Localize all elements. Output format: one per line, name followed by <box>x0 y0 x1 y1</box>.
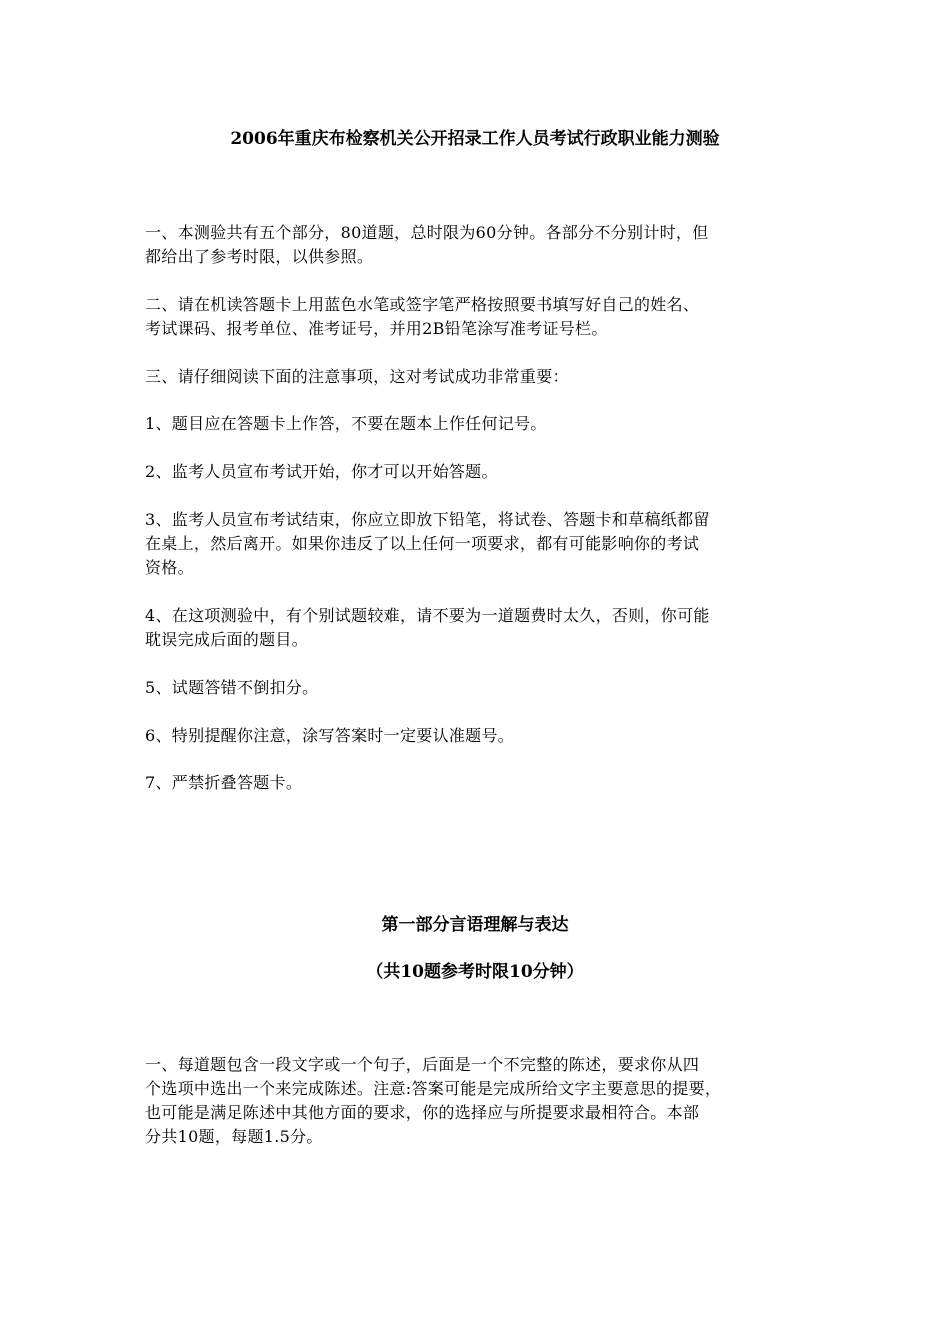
notice-line: 7、严禁折叠答题卡。 <box>145 773 303 792</box>
notice-5 <box>145 676 810 700</box>
section-subheading: （共10题参考时限10分钟） <box>366 962 584 982</box>
instruction-2 <box>145 293 810 341</box>
instruction-line: 考试课码、报考单位、准考证号，并用2B铅笔涂写准考证号栏。 <box>145 319 608 338</box>
notice-line: 资格。 <box>145 558 194 577</box>
notice-6 <box>145 724 810 748</box>
instruction-line: 都给出了参考时限，以供参照。 <box>145 247 374 266</box>
notice-line: 耽误完成后面的题目。 <box>145 630 309 649</box>
notice-line: 2、监考人员宣布考试开始，你才可以开始答题。 <box>145 462 498 481</box>
section-line: 也可能是满足陈述中其他方面的要求，你的选择应与所提要求最相符合。本部 <box>145 1103 700 1122</box>
notice-line: 3、监考人员宣布考试结束，你应立即放下铅笔，将试卷、答题卡和草稿纸都留 <box>145 510 710 529</box>
instruction-line: 三、请仔细阅读下面的注意事项，这对考试成功非常重要： <box>145 367 569 386</box>
section-instruction <box>145 1053 810 1149</box>
instruction-3 <box>145 365 810 389</box>
instruction-1 <box>145 221 810 269</box>
notice-7 <box>145 771 810 795</box>
notice-4 <box>145 604 810 652</box>
instruction-line: 二、请在机读答题卡上用蓝色水笔或签字笔严格按照要书填写好自己的姓名、 <box>145 295 700 314</box>
notice-line: 6、特别提醒你注意，涂写答案时一定要认准题号。 <box>145 726 515 745</box>
notice-1 <box>145 412 810 436</box>
section-heading: 第一部分言语理解与表达 <box>381 915 569 935</box>
notice-line: 1、题目应在答题卡上作答，不要在题本上作任何记号。 <box>145 414 547 433</box>
section-line: 个选项中选出一个来完成陈述。注意:答案可能是完成所给文字主要意思的提要， <box>145 1079 722 1098</box>
section-line: 分共10题，每题1.5分。 <box>145 1127 323 1146</box>
document-title: 2006年重庆布检察机关公开招录工作人员考试行政职业能力测验 <box>230 129 720 149</box>
notice-2 <box>145 460 810 484</box>
notice-3 <box>145 508 810 580</box>
notice-line: 5、试题答错不倒扣分。 <box>145 678 319 697</box>
notice-line: 在桌上，然后离开。如果你违反了以上任何一项要求，都有可能影响你的考试 <box>145 534 700 553</box>
notice-line: 4、在这项测验中，有个别试题较难，请不要为一道题费时太久，否则，你可能 <box>145 606 710 625</box>
section-line: 一、每道题包含一段文字或一个句子，后面是一个不完整的陈述，要求你从四 <box>145 1055 700 1074</box>
instruction-line: 一、本测验共有五个部分，80道题，总时限为60分钟。各部分不分别计时，但 <box>145 223 709 242</box>
